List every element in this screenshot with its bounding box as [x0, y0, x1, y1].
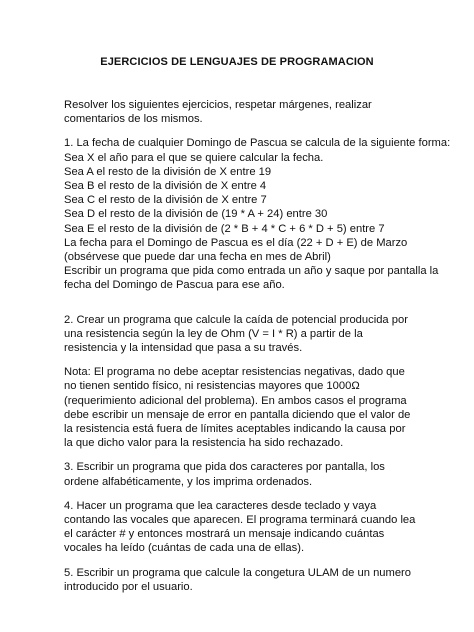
- exercise-1-line: Sea E el resto de la división de (2 * B + 4 * C + 6 * D + 5) entre 7: [64, 222, 385, 235]
- exercise-2: 2. Crear un programa que calcule la caída de potencial producida por una resistencia según la ley de Ohm (V = I * R) a partir de la resistencia y la intensidad que pasa a su través.: [64, 313, 408, 355]
- exercise-1-line: Sea B el resto de la división de X entre 4: [64, 180, 267, 193]
- exercise-1-line: (obsérvese que puede dar una fecha en mes de Abril): [64, 251, 331, 264]
- exercise-5: 5. Escribir un programa que calcule la congetura ULAM de un numero introducido por el usuario.: [64, 566, 411, 593]
- exercise-1-line: La fecha para el Domingo de Pascua es el día (22 + D + E) de Marzo: [64, 236, 408, 249]
- exercise-1-line: 1. La fecha de cualquier Domingo de Pascua se calcula de la siguiente forma:: [64, 137, 451, 150]
- note-paragraph: Nota: El programa no debe aceptar resistencias negativas, dado que no tienen sentido físico, ni resistencias mayores que 1000Ω (requerimiento adicional del problema). En ambos casos el programa debe escribir un mensaje de error en pantalla diciendo que el valor de la resistencia está fuera de límites aceptables indicando la causa por la que dicho valor para la resistencia ha sido rechazado.: [64, 366, 411, 450]
- exercise-1-line: Sea X el año para el que se quiere calcular la fecha.: [64, 151, 324, 164]
- document-title: EJERCICIOS DE LENGUAJES DE PROGRAMACION: [100, 56, 374, 68]
- exercise-4: 4. Hacer un programa que lea caracteres desde teclado y vaya contando las vocales que aparecen. El programa terminará cuando lea el carácter # y entonces mostrará un mensaje indicando cuántas vocales ha leído (cuántas de cada una de ellas).: [64, 499, 416, 555]
- exercise-1-line: Sea A el resto de la división de X entre 19: [64, 165, 272, 178]
- exercise-1-line: Sea C el resto de la división de X entre 7: [64, 194, 267, 207]
- document-body: [64, 98, 451, 594]
- intro-paragraph: Resolver los siguientes ejercicios, respetar márgenes, realizar comentarios de los mismos.: [64, 99, 372, 126]
- exercise-1-line: Sea D el resto de la división de (19 * A + 24) entre 30: [64, 208, 328, 221]
- exercise-3: 3. Escribir un programa que pida dos caracteres por pantalla, los ordene alfabéticamente, y los imprima ordenados.: [64, 461, 385, 488]
- exercise-1-line: Escribir un programa que pida como entrada un año y saque por pantalla la: [64, 265, 439, 278]
- spacer: [64, 303, 416, 313]
- exercise-1: [64, 136, 451, 292]
- exercise-1-line: fecha del Domingo de Pascua para ese año.: [64, 279, 285, 292]
